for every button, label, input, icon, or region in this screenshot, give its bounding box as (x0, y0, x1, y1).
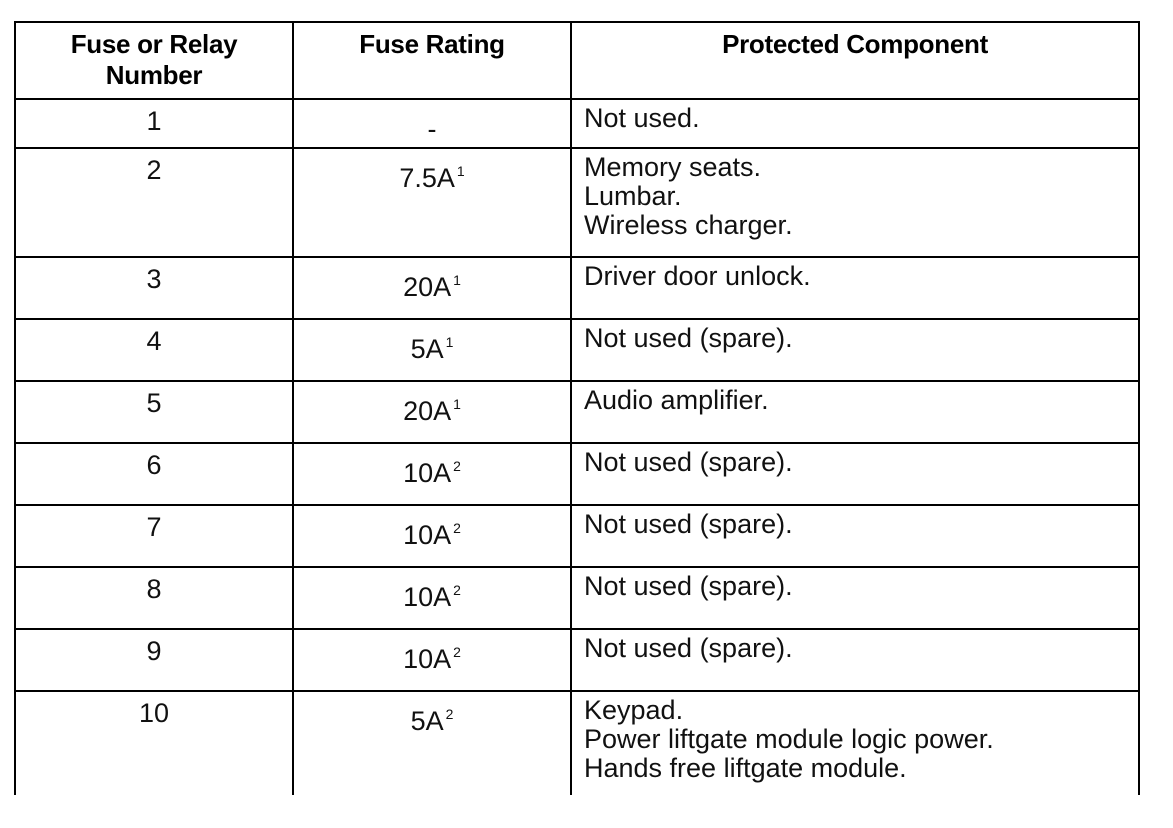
table-row (15, 505, 1139, 567)
component-line: Not used (spare). (584, 571, 793, 601)
fuse-rating-footnote: 1 (453, 396, 461, 412)
component-line: Lumbar. (584, 181, 682, 211)
protected-component-cell (571, 319, 1139, 381)
fuse-number-cell: 3 (15, 257, 293, 319)
table-row (15, 567, 1139, 629)
fuse-rating-cell (293, 257, 571, 319)
fuse-number-cell: 8 (15, 567, 293, 629)
fuse-rating-value: 7.5A (399, 163, 455, 193)
fuse-rating-value: 20A (403, 396, 452, 426)
fuse-table-container (14, 21, 1142, 795)
table-row (15, 629, 1139, 691)
fuse-rating-footnote: 1 (445, 334, 454, 350)
fuse-number-cell: 1 (15, 99, 293, 148)
component-line: Keypad. (584, 695, 684, 725)
table-row (15, 257, 1139, 319)
fuse-rating-cell (293, 99, 571, 148)
component-line: Not used (spare). (584, 509, 793, 539)
protected-component-cell (571, 505, 1139, 567)
fuse-rating-footnote: 2 (445, 706, 454, 722)
fuse-rating-footnote: 1 (453, 272, 461, 288)
fuse-rating-cell (293, 381, 571, 443)
protected-component-cell (571, 148, 1139, 257)
fuse-rating-value: 10A (403, 520, 452, 550)
fuse-number-cell: 10 (15, 691, 293, 795)
component-line: Hands free liftgate module. (584, 753, 907, 783)
fuse-number-cell: 5 (15, 381, 293, 443)
fuse-table-head (15, 22, 1139, 99)
protected-component-cell (571, 257, 1139, 319)
fuse-rating-footnote: 1 (456, 163, 465, 179)
fuse-rating-footnote: 2 (453, 458, 461, 474)
protected-component-cell (571, 629, 1139, 691)
fuse-rating-cell (293, 629, 571, 691)
table-row (15, 381, 1139, 443)
protected-component-cell (571, 381, 1139, 443)
component-line: Not used (spare). (584, 633, 793, 663)
protected-component-cell (571, 443, 1139, 505)
component-line: Wireless charger. (584, 210, 793, 240)
table-row (15, 691, 1139, 795)
fuse-rating-value: 10A (403, 458, 452, 488)
fuse-rating-value: - (427, 114, 437, 144)
component-line: Memory seats. (584, 152, 762, 182)
table-row (15, 319, 1139, 381)
header-fuse-rating: Fuse Rating (293, 22, 571, 99)
fuse-rating-cell (293, 443, 571, 505)
fuse-table-body (15, 99, 1139, 795)
fuse-rating-footnote: 2 (453, 520, 461, 536)
fuse-rating-footnote: 2 (453, 644, 461, 660)
fuse-number-cell: 4 (15, 319, 293, 381)
header-row (15, 22, 1139, 99)
protected-component-cell (571, 691, 1139, 795)
header-protected-component: Protected Component (571, 22, 1139, 99)
fuse-number-cell: 6 (15, 443, 293, 505)
table-row (15, 99, 1139, 148)
table-row (15, 443, 1139, 505)
fuse-rating-cell (293, 691, 571, 795)
fuse-number-cell: 2 (15, 148, 293, 257)
table-row (15, 148, 1139, 257)
header-fuse-or-relay-number: Fuse or Relay Number (15, 22, 293, 99)
fuse-rating-cell (293, 505, 571, 567)
component-line: Driver door unlock. (584, 261, 811, 291)
fuse-table (14, 21, 1140, 795)
component-line: Power liftgate module logic power. (584, 724, 994, 754)
fuse-rating-cell (293, 148, 571, 257)
fuse-rating-value: 5A (410, 706, 444, 736)
fuse-rating-value: 10A (403, 582, 452, 612)
fuse-number-cell: 9 (15, 629, 293, 691)
fuse-number-cell: 7 (15, 505, 293, 567)
fuse-rating-footnote: 2 (453, 582, 461, 598)
fuse-rating-cell (293, 567, 571, 629)
component-line: Not used (spare). (584, 447, 793, 477)
component-line: Not used (spare). (584, 323, 793, 353)
fuse-rating-value: 5A (410, 334, 444, 364)
fuse-rating-value: 20A (403, 272, 452, 302)
component-line: Not used. (584, 103, 700, 133)
fuse-rating-value: 10A (403, 644, 452, 674)
protected-component-cell (571, 99, 1139, 148)
fuse-rating-cell (293, 319, 571, 381)
component-line: Audio amplifier. (584, 385, 769, 415)
protected-component-cell (571, 567, 1139, 629)
